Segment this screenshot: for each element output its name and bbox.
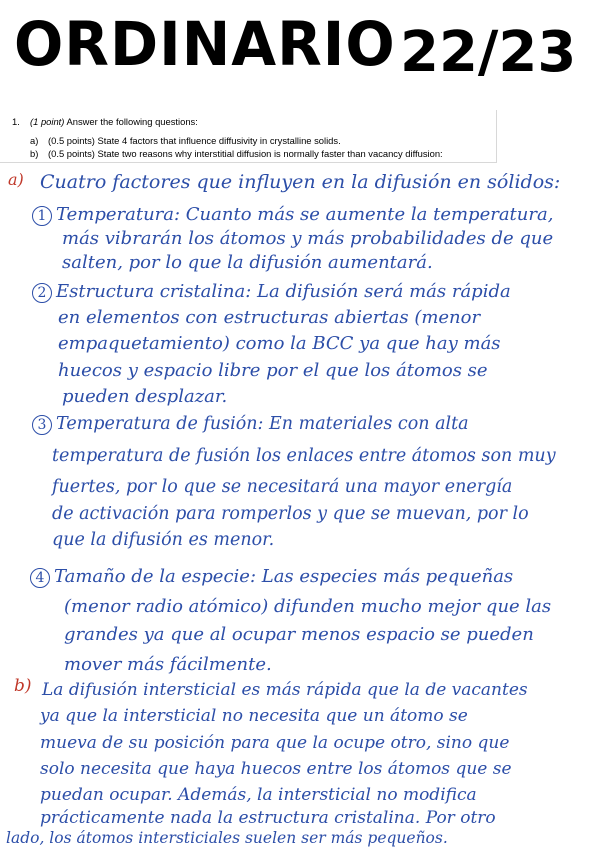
item-4-line-2: (menor radio atómico) difunden mucho mejor que las — [64, 596, 552, 617]
answer-b-line-6: prácticamente nada la estructura cristalina. Por otro — [40, 808, 496, 828]
item-2-line-1: 2 Estructura cristalina: La difusión será más rápida — [32, 281, 511, 303]
item-3-line-2: temperatura de fusión los enlaces entre átomos son muy — [52, 446, 556, 466]
item-4-line-1: 4 Tamaño de la especie: Las especies más pequeñas — [30, 566, 513, 588]
answer-b-line-3: mueva de su posición para que la ocupe otro, sino que — [40, 733, 510, 753]
item-2-number: 2 — [32, 283, 52, 303]
answer-b-line-2: ya que la intersticial no necesita que un átomo se — [40, 706, 468, 726]
answer-b-line-5: puedan ocupar. Además, la intersticial no modifica — [40, 785, 477, 805]
question-line — [12, 116, 198, 127]
question-number: 1. — [12, 116, 20, 127]
item-2-line-3: empaquetamiento) como la BCC ya que hay más — [58, 333, 501, 354]
item-3-line-3: fuertes, por lo que se necesitará una mayor energía — [52, 477, 513, 497]
part-b-label: b) — [30, 148, 39, 159]
question-part-a — [30, 135, 341, 146]
part-a-text: (0.5 points) State 4 factors that influence diffusivity in crystalline solids. — [48, 135, 341, 146]
item-4-number: 4 — [30, 568, 50, 588]
item-4-line-3: grandes ya que al ocupar menos espacio se pueden — [64, 624, 534, 645]
item-2-line-4: huecos y espacio libre por el que los átomos se — [58, 360, 488, 381]
page-title: ORDINARIO — [14, 8, 396, 80]
item-3-number: 3 — [32, 415, 52, 435]
year-label: 22/23 — [400, 20, 577, 85]
item-1-line-1: 1 Temperatura: Cuanto más se aumente la temperatura, — [32, 204, 553, 226]
part-b-text: (0.5 points) State two reasons why interstitial diffusion is normally faster than vacancy diffusion: — [48, 148, 443, 159]
answer-b-line-7: lado, los átomos intersticiales suelen ser más pequeños. — [6, 829, 448, 847]
item-3-line-4: de activación para romperlos y que se muevan, por lo — [52, 504, 529, 524]
item-2-line-5: pueden desplazar. — [62, 386, 228, 407]
part-a-label: a) — [30, 135, 39, 146]
item-3-line-1: 3 Temperatura de fusión: En materiales con alta — [32, 414, 469, 435]
item-1-line-2: más vibrarán los átomos y más probabilidades de que — [62, 228, 554, 249]
answer-a-intro: Cuatro factores que influyen en la difusión en sólidos: — [40, 171, 561, 193]
item-3-line-5: que la difusión es menor. — [52, 530, 275, 550]
item-4-line-4: mover más fácilmente. — [64, 654, 272, 675]
question-box — [0, 110, 497, 163]
item-1-line-3: salten, por lo que la difusión aumentará. — [62, 252, 433, 273]
question-part-b — [30, 148, 443, 159]
question-points: (1 point) — [30, 116, 65, 127]
answer-b-marker: b) — [14, 676, 32, 696]
question-prompt: Answer the following questions: — [66, 116, 198, 127]
answer-a-marker: a) — [8, 170, 24, 189]
item-1-number: 1 — [32, 206, 52, 226]
item-2-line-2: en elementos con estructuras abiertas (menor — [58, 307, 481, 328]
answer-b-line-4: solo necesita que haya huecos entre los átomos que se — [40, 759, 512, 779]
answer-b-line-1: La difusión intersticial es más rápida que la de vacantes — [42, 680, 528, 700]
